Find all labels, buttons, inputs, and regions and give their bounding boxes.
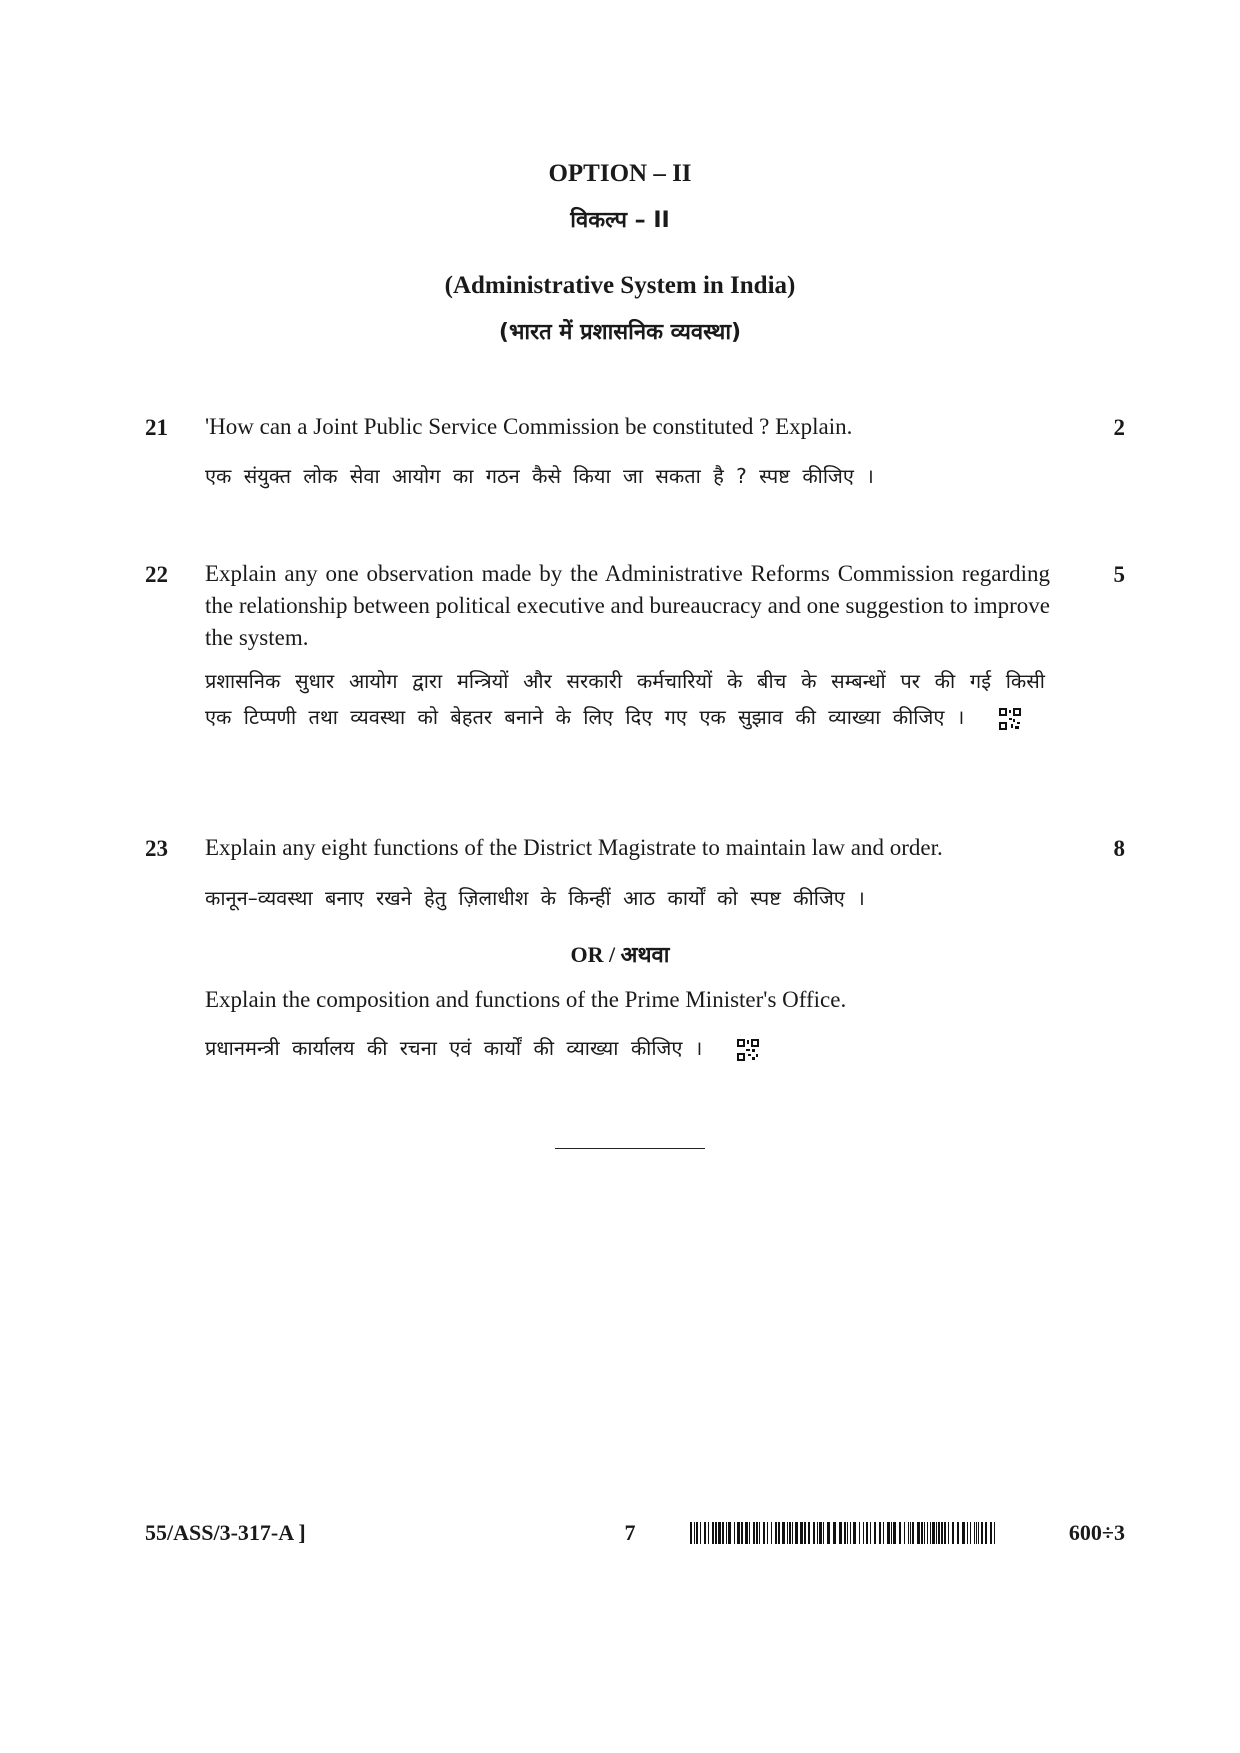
barcode-bar [985,1522,987,1544]
paper-code: 55/ASS/3-317-A ] [145,1520,306,1545]
question-marks: 8 [1113,836,1125,861]
subject-title: (Administrative System in India) [444,272,796,299]
barcode-bar [879,1522,881,1544]
question-text-hi: कानून–व्यवस्था बनाए रखने हेतु ज़िलाधीश के किन्हीं आठ कार्यों को स्पष्ट कीजिए । [205,886,865,910]
barcode-bar [690,1522,692,1544]
subject-title-hindi: (भारत में प्रशासनिक व्यवस्था) [498,320,742,345]
alt-question-text-en: Explain the composition and functions of the Prime Minister's Office. [205,987,847,1012]
barcode-icon [690,1522,1000,1544]
barcode-bar [792,1522,793,1544]
barcode-bar [696,1522,698,1544]
barcode-bar [859,1522,860,1544]
barcode-bar [726,1522,727,1544]
barcode-bar [741,1522,743,1544]
barcode-bar [850,1522,851,1544]
alt-question-text-hi-block [205,1030,1045,1066]
barcode-bar [737,1522,740,1544]
barcode-bar [976,1522,977,1544]
barcode-bar [932,1522,935,1544]
barcode-bar [957,1522,959,1544]
barcode-bar [863,1522,864,1544]
barcode-bar [700,1522,701,1544]
barcode-bar [694,1522,695,1544]
barcode-bar [910,1522,911,1544]
barcode-bar [967,1522,968,1544]
barcode-bar [924,1522,925,1544]
barcode-bar [800,1522,803,1544]
barcode-bar [893,1522,896,1544]
barcode-bar [941,1522,943,1544]
barcode-bar [775,1522,777,1544]
barcode-bar [874,1522,876,1544]
question-text-hi: प्रशासनिक सुधार आयोग द्वारा मन्त्रियों और सरकारी कर्मचारियों के बीच के सम्बन्धों पर की गई किसी एक टिप्पणी तथा व्यवस्था को बेहतर बनाने के लिए दिए गए एक सुझाव की व्याख्या कीजिए । [205,669,1045,729]
barcode-bar [944,1522,946,1544]
question-number: 23 [145,836,168,861]
barcode-bar [712,1522,714,1544]
question-marks: 5 [1113,562,1125,587]
barcode-bar [778,1522,780,1544]
barcode-bar [936,1522,937,1544]
question-marks: 2 [1113,415,1125,440]
barcode-bar [938,1522,940,1544]
barcode-bar [930,1522,931,1544]
closing-rule [555,1148,705,1149]
barcode-bar [728,1522,731,1544]
option-title-hindi: विकल्प – II [570,208,670,233]
barcode-bar [734,1522,735,1544]
barcode-bar [970,1522,971,1544]
barcode-bar [866,1522,868,1544]
barcode-bar [753,1522,755,1544]
barcode-bar [708,1522,709,1544]
alt-question-text-hi: प्रधानमन्त्री कार्यालय की रचना एवं कार्यों की व्याख्या कीजिए । [205,1036,703,1060]
copies-count: 600÷3 [1068,1520,1125,1545]
option-title: OPTION – II [548,160,692,187]
barcode-bar [795,1522,798,1544]
question-text-en: 'How can a Joint Public Service Commission be constituted ? Explain. [205,414,853,439]
barcode-bar [839,1522,842,1544]
barcode-bar [921,1522,923,1544]
barcode-bar [912,1522,914,1544]
barcode-bar [887,1522,890,1544]
barcode-bar [962,1522,965,1544]
barcode-bar [813,1522,815,1544]
barcode-bar [808,1522,810,1544]
question-number: 22 [145,562,168,587]
barcode-bar [718,1522,721,1544]
barcode-bar [819,1522,822,1544]
question-number: 21 [145,415,168,440]
barcode-bar [823,1522,824,1544]
barcode-bar [787,1522,788,1544]
barcode-bar [759,1522,760,1544]
barcode-bar [891,1522,892,1544]
barcode-bar [804,1522,806,1544]
question-text-en: Explain any one observation made by the Administrative Reforms Commission regarding the relationship between political executive and bureaucracy and one suggestion to improve the system. [205,561,1050,650]
barcode-bar [745,1522,748,1544]
question-text-hi: एक संयुक्त लोक सेवा आयोग का गठन कैसे किया जा सकता है ? स्पष्ट कीजिए । [205,464,874,488]
barcode-bar [899,1522,901,1544]
barcode-bar [756,1522,758,1544]
barcode-bar [978,1522,979,1544]
barcode-bar [952,1522,954,1544]
barcode-bar [722,1522,724,1544]
barcode-bar [883,1522,884,1544]
barcode-bar [844,1522,846,1544]
barcode-bar [908,1522,909,1544]
barcode-bar [974,1522,975,1544]
barcode-bar [981,1522,983,1544]
qr-code-icon [737,1039,759,1061]
barcode-bar [715,1522,717,1544]
barcode-bar [789,1522,791,1544]
barcode-bar [704,1522,706,1544]
barcode-bar [782,1522,785,1544]
barcode-bar [853,1522,856,1544]
barcode-bar [833,1522,836,1544]
question-text-en: Explain any eight functions of the District Magistrate to maintain law and order. [205,835,943,860]
barcode-bar [990,1522,992,1544]
barcode-bar [948,1522,949,1544]
barcode-bar [827,1522,830,1544]
barcode-bar [763,1522,765,1544]
barcode-bar [749,1522,750,1544]
page-number: 7 [624,1520,636,1545]
barcode-bar [927,1522,928,1544]
barcode-bar [994,1522,995,1544]
qr-code-icon [999,708,1021,730]
barcode-bar [771,1522,772,1544]
barcode-bar [767,1522,768,1544]
barcode-bar [870,1522,871,1544]
barcode-bar [817,1522,818,1544]
question-text-hi-block [205,663,1045,735]
barcode-bar [904,1522,905,1544]
barcode-bar [917,1522,920,1544]
barcode-bar [847,1522,848,1544]
or-label: OR / अथवा [570,942,670,967]
